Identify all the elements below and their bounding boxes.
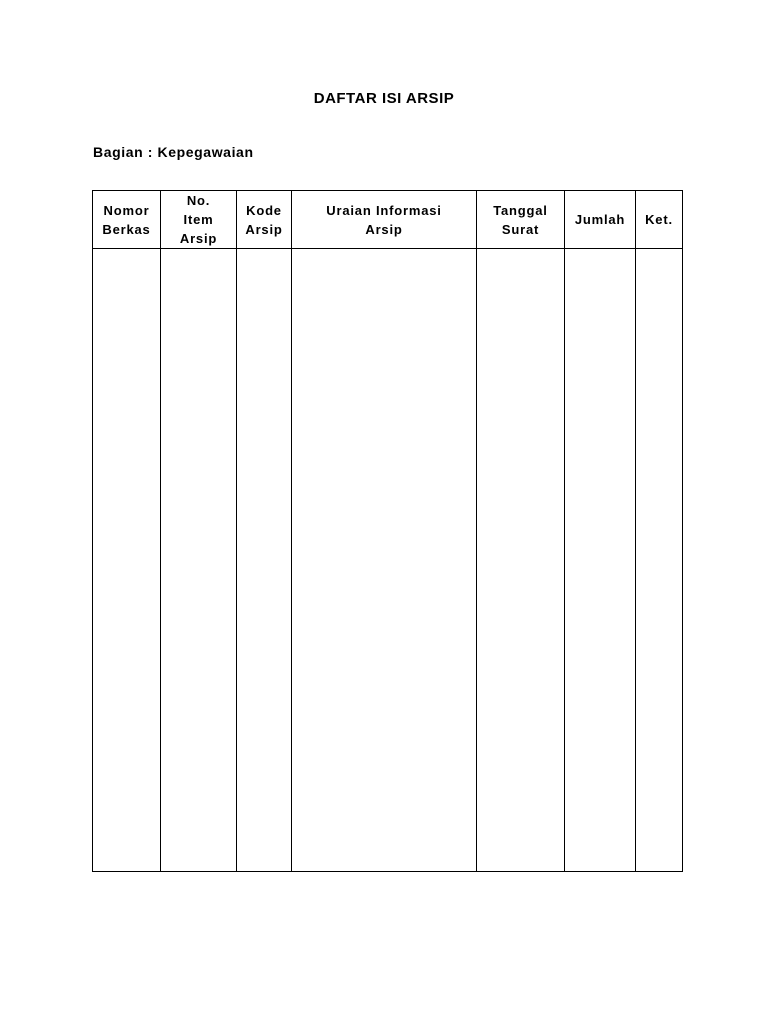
section-label: Bagian : Kepegawaian xyxy=(93,144,254,160)
header-uraian-informasi-arsip: Uraian Informasi Arsip xyxy=(292,191,477,249)
cell-ket xyxy=(636,249,683,872)
cell-nomor-berkas xyxy=(93,249,161,872)
cell-jumlah xyxy=(565,249,636,872)
header-jumlah: Jumlah xyxy=(565,191,636,249)
header-ket: Ket. xyxy=(636,191,683,249)
header-kode-arsip: Kode Arsip xyxy=(237,191,292,249)
table-header-row xyxy=(93,191,683,249)
archive-table xyxy=(92,190,683,872)
table-row xyxy=(93,249,683,872)
header-nomor-berkas: Nomor Berkas xyxy=(93,191,161,249)
header-tanggal-surat: Tanggal Surat xyxy=(477,191,565,249)
cell-no-item-arsip xyxy=(161,249,237,872)
cell-tanggal-surat xyxy=(477,249,565,872)
header-no-item-arsip: No. Item Arsip xyxy=(161,191,237,249)
archive-table-container xyxy=(92,190,682,872)
document-title: DAFTAR ISI ARSIP xyxy=(313,90,455,107)
cell-kode-arsip xyxy=(237,249,292,872)
cell-uraian-informasi-arsip xyxy=(292,249,477,872)
